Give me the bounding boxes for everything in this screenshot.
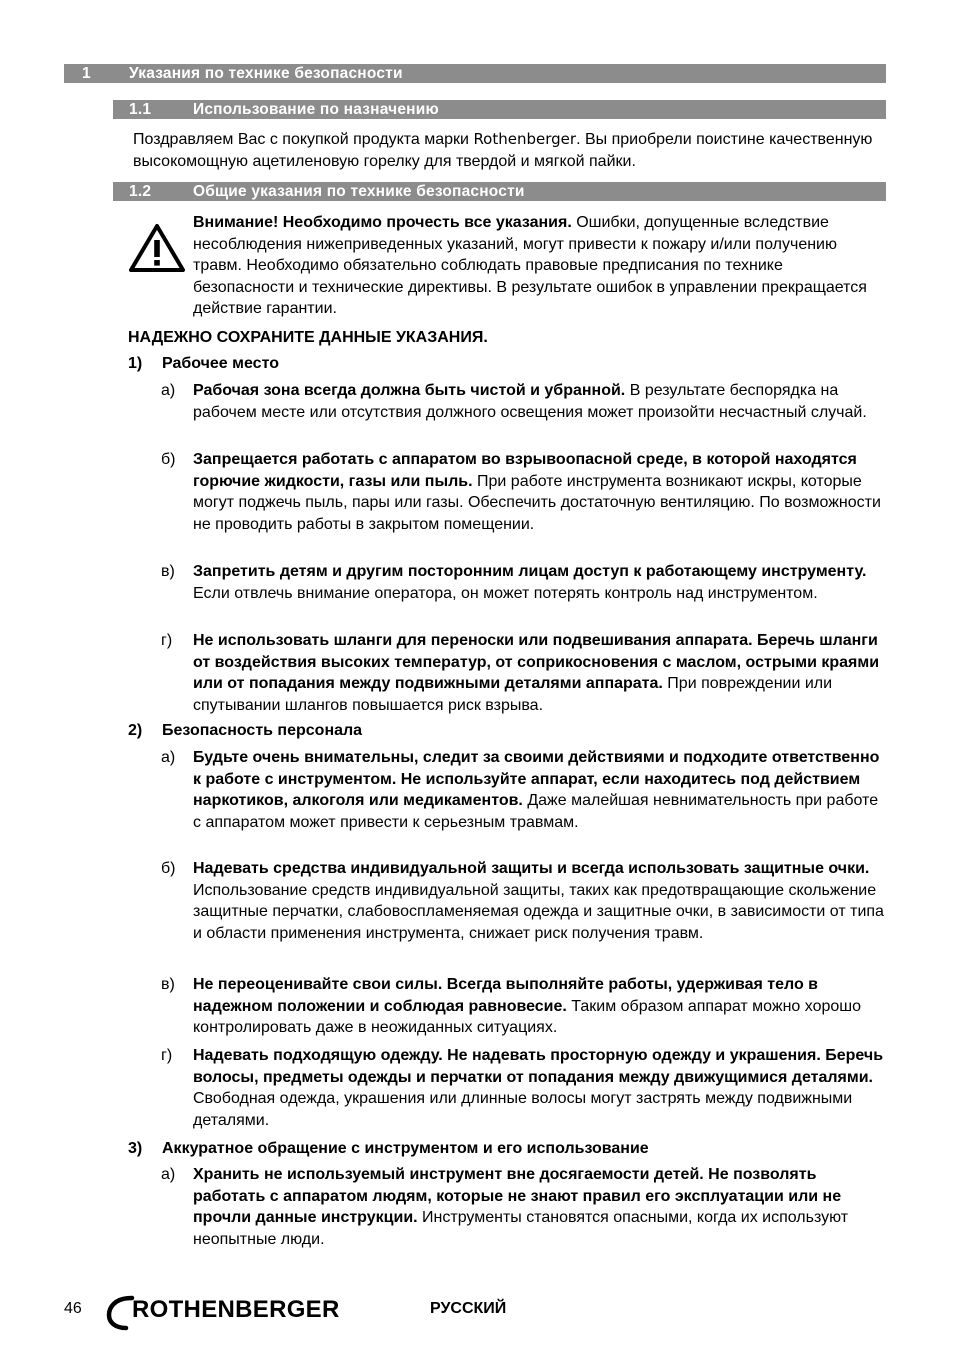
list-item: Хранить не используемый инструмент вне досягаемости детей. Не позволять работать с аппаратом людям, которые не знают правил его эксплуатации или не прочли данные инструкции. Инструменты становятся опасными, когда их используют неопытные люди. xyxy=(193,1166,849,1248)
section-header-1-2 xyxy=(113,182,886,201)
section-title: Указания по технике безопасности xyxy=(129,65,403,82)
item-label: б) xyxy=(161,451,176,468)
section-title: Использование по назначению xyxy=(193,101,439,118)
group-number: 2) xyxy=(128,722,143,739)
item-label: в) xyxy=(161,563,175,580)
item-label: г) xyxy=(161,632,173,649)
section-number: 1.1 xyxy=(129,101,152,118)
item-label: в) xyxy=(161,976,175,993)
keep-instructions: НАДЕЖНО СОХРАНИТЕ ДАННЫЕ УКАЗАНИЯ. xyxy=(128,329,488,346)
section-number: 1 xyxy=(82,65,91,82)
list-item: Будьте очень внимательны, следит за своими действиями и подходите ответственно к работе с инструментом. Не используйте аппарат, если находитесь под действием наркотиков, алкоголя или медикаментов. Даже малейшая невнимательность при работе с аппаратом может привести к серьезным травмам. xyxy=(193,749,880,831)
warning-triangle-icon xyxy=(128,223,186,273)
list-item: Надевать средства индивидуальной защиты и всегда использовать защитные очки. Использование средств индивидуальной защиты, таких как предотвращающие скольжение защитные перчатки, слабовоспламеняемая одежда и защитные очки, в зависимости от типа и области применения инструмента, снижает риск получения травм. xyxy=(193,860,884,942)
list-item: Рабочая зона всегда должна быть чистой и убранной. В результате беспорядка на рабочем месте или отсутствия должного освещения может произойти несчастный случай. xyxy=(193,382,867,421)
section-header-1-1 xyxy=(113,100,886,119)
list-item: Запрещается работать с аппаратом во взрывоопасной среде, в которой находятся горючие жидкости, газы или пыль. При работе инструмента возникают искры, которые могут поджечь пыль, пары или газы. Обеспечить достаточную вентиляцию. По возможности не проводить работы в закрытом помещении. xyxy=(193,451,881,533)
language-label: РУССКИЙ xyxy=(430,1300,507,1317)
list-item: Не использовать шланги для переноски или подвешивания аппарата. Беречь шланги от воздействия высоких температур, от соприкосновения с маслом, острыми краями или от попадания между подвижными деталями аппарата. При повреждении или спутывании шлангов повышается риск взрыва. xyxy=(193,632,880,714)
list-item: Запретить детям и другим посторонним лицам доступ к работающему инструменту. Если отвлечь внимание оператора, он может потерять контроль над инструментом. xyxy=(193,563,867,602)
item-label: a) xyxy=(161,749,176,766)
section-header-1 xyxy=(64,64,886,83)
item-label: a) xyxy=(161,382,176,399)
list-item: Не переоценивайте свои силы. Всегда выполняйте работы, удерживая тело в надежном положении и соблюдая равновесие. Таким образом аппарат можно хорошо контролировать даже в неожиданных ситуациях. xyxy=(193,976,862,1036)
group-title: Рабочее место xyxy=(162,355,279,372)
section-number: 1.2 xyxy=(129,183,152,200)
item-label: г) xyxy=(161,1047,173,1064)
list-item: Надевать подходящую одежду. Не надевать просторную одежду и украшения. Беречь волосы, предметы одежды и перчатки от попадания между движущимися деталями. Свободная одежда, украшения или длинные волосы могут застрять между подвижными деталями. xyxy=(193,1047,884,1129)
brand-name: Rothenberger xyxy=(473,130,577,148)
group-title: Безопасность персонала xyxy=(162,722,363,739)
group-title: Аккуратное обращение с инструментом и его использование xyxy=(162,1140,649,1157)
item-label: б) xyxy=(161,860,176,877)
brand-logo-text: ROTHENBERGER xyxy=(132,1296,340,1323)
intro-paragraph: Поздравляем Вас с покупкой продукта марки Rothenberger. Вы приобрели поистине качественную высокомощную ацетиленовую горелку для твердой и мягкой пайки. xyxy=(133,130,873,170)
group-number: 1) xyxy=(128,355,143,372)
section-title: Общие указания по технике безопасности xyxy=(193,183,525,200)
item-label: a) xyxy=(161,1166,176,1183)
page-number: 46 xyxy=(64,1300,82,1317)
group-number: 3) xyxy=(128,1140,143,1157)
warning-paragraph: Внимание! Необходимо прочесть все указания. Ошибки, допущенные вследствие несоблюдения нижеприведенных указаний, могут привести к пожару и/или получению травм. Необходимо обязательно соблюдать правовые предписания по технике безопасности и технические директивы. В результате ошибок в управлении прекращается действие гарантии. xyxy=(193,214,867,317)
